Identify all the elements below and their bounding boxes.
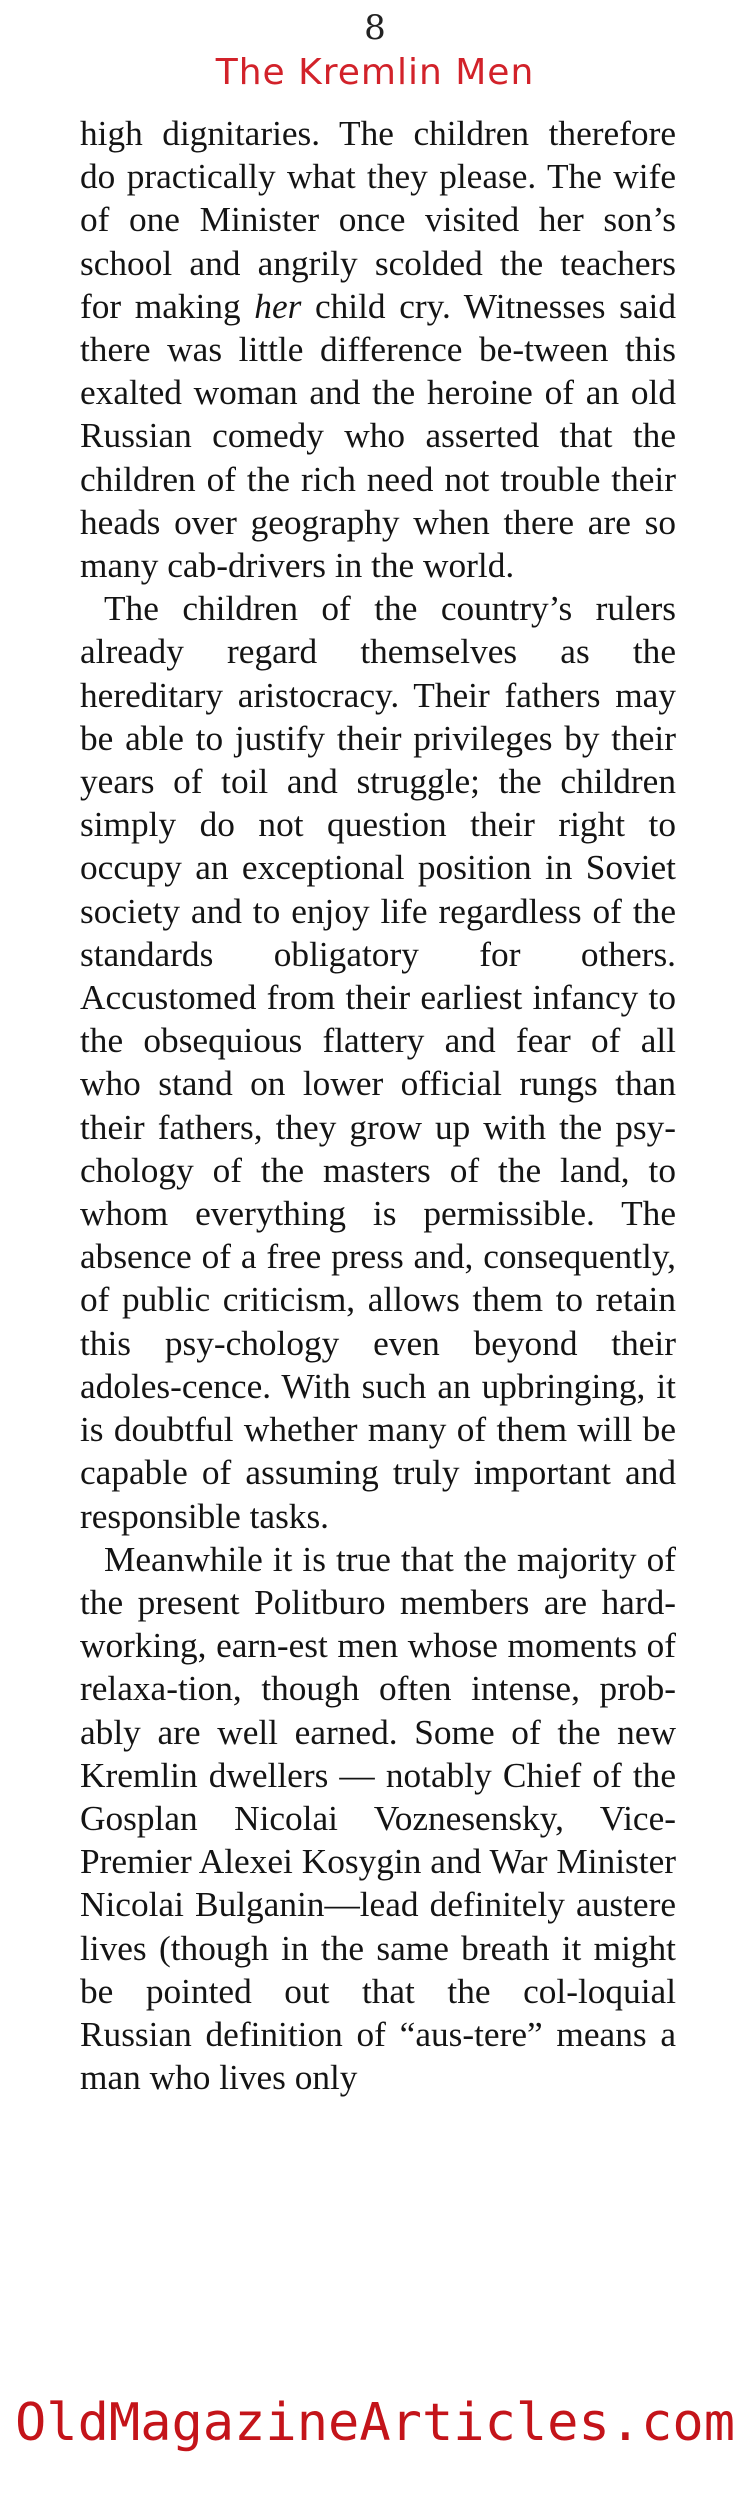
italic-emphasis: her — [254, 286, 302, 326]
running-head: The Kremlin Men — [215, 52, 535, 93]
paragraph-text: child cry. Witnesses said there was little difference be-tween this exalted woman and the heroine of an old Russian comedy who asserted that the children of the rich need not trouble their heads over geography when there are so many cab-drivers in the world. — [80, 286, 676, 586]
article-paragraph: The children of the country’s rulers already regard themselves as the hereditary aristocracy. Their fathers may be able to justify their privileges by their years of toil and struggle; the children simply do not question their right to occupy an exceptional position in Soviet society and to enjoy life regardless of the standards obligatory for others. Accustomed from their earliest infancy to the obsequious flattery and fear of all who stand on lower official rungs than their fathers, they grow up with the psy-chology of the masters of the land, to whom everything is permissible. The absence of a free press and, consequently, of public criticism, allows them to retain this psy-chology even beyond their adoles-cence. With such an upbringing, it is doubtful whether many of them will be capable of assuming truly important and responsible tasks. — [80, 589, 676, 1536]
page-number: 8 — [364, 8, 386, 48]
paragraph-text: high dignitaries. The children therefore do practically what they please. The wife of one Minister once visited her son’s school and angrily scolded the teachers for making — [80, 114, 676, 326]
article-paragraph — [80, 112, 676, 587]
article-paragraph: Meanwhile it is true that the majority of the present Politburo members are hard-working, earn-est men whose moments of relaxa-tion, though often intense, prob-ably are well earned. Some of the new Kremlin dwellers — notably Chief of the Gosplan Nicolai Voznesensky, Vice-Premier Alexei Kosygin and War Minister Nicolai Bulganin—lead definitely austere lives (though in the same breath it might be pointed out that the col-loquial Russian definition of “aus-tere” means a man who lives only — [80, 1539, 676, 2098]
article-body — [80, 112, 676, 2099]
site-watermark: OldMagazineArticles.com — [14, 2393, 736, 2453]
